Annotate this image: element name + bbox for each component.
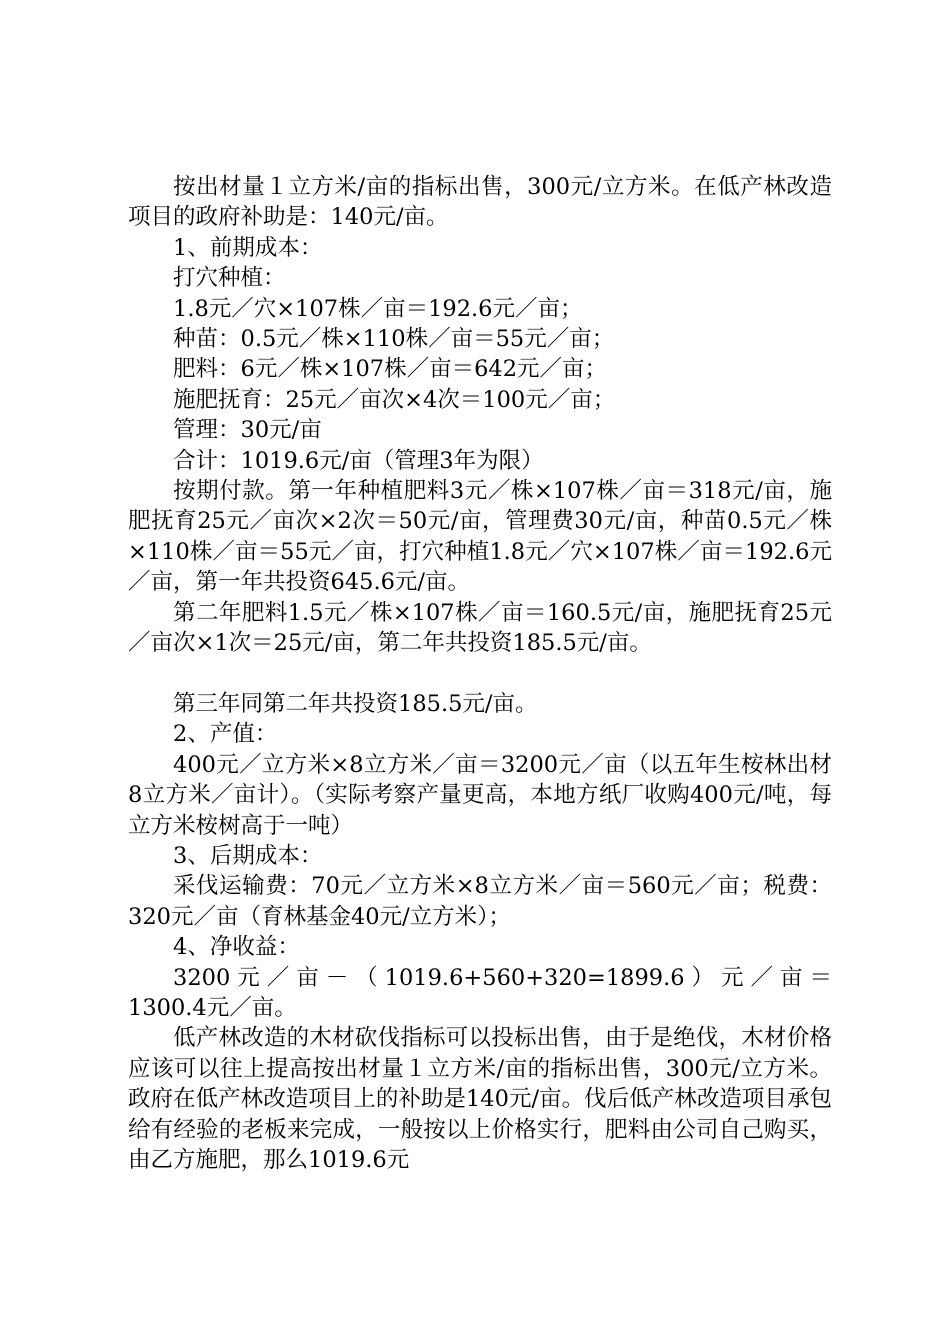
- paragraph-total-cost: 合计：1019.6元/亩（管理3年为限）: [173, 447, 544, 474]
- paragraph-tending-cost: 施肥抚育：25元／亩次×4次＝100元／亩；: [173, 386, 616, 413]
- heading-late-cost: 3、后期成本：: [173, 842, 323, 869]
- blank-line: [128, 659, 832, 689]
- paragraph-logging-quota: 低产林改造的木材砍伐指标可以投标出售，由于是绝伐，木材价格应该可以往上提高按出材量１立方米/亩的指标出售，300元/立方米。政府在低产林改造项目上的补助是140元/亩。伐后低产林改造项目承包给有经验的老板来完成，一般按以上价格实行，肥料由公司自己购买，由乙方施肥，那么1019.6元: [128, 1025, 832, 1173]
- heading-net-income: 4、净收益：: [173, 934, 300, 961]
- heading-output-value: 2、产值：: [173, 721, 278, 748]
- paragraph-sale-price: 按出材量１立方米/亩的指标出售，300元/立方米。在低产林改造项目的政府补助是：140元/亩。: [128, 174, 832, 231]
- paragraph-second-year-payment: 第二年肥料1.5元／株×107株／亩＝160.5元/亩，施肥抚育25元／亩次×1次＝25元/亩，第二年共投资185.5元/亩。: [128, 599, 832, 657]
- paragraph-third-year-payment: 第三年同第二年共投资185.5元/亩。: [173, 690, 538, 717]
- paragraph-seedling-cost: 种苗：0.5元／株×110株／亩＝55元／亩；: [173, 326, 615, 353]
- document-body: [128, 172, 832, 1175]
- paragraph-net-income: 3200元／亩－（1019.6+560+320=1899.6）元／亩＝1300.4元／亩。: [128, 964, 832, 1021]
- paragraph-first-year-payment: 按期付款。第一年种植肥料3元／株×107株／亩＝318元/亩，施肥抚育25元／亩次×2次＝50元/亩，管理费30元/亩，种苗0.5元／株×110株／亩＝55元／亩，打穴种植1.8元／穴×107株／亩＝192.6元／亩，第一年共投资645.6元/亩。: [128, 478, 832, 596]
- paragraph-output-value: 400元／立方米×8立方米／亩＝3200元／亩（以五年生桉林出材8立方米／亩计）。（实际考察产量更高，本地方纸厂收购400元/吨，每立方米桉树高于一吨）: [128, 751, 832, 839]
- paragraph-planting-label: 打穴种植：: [173, 265, 286, 292]
- paragraph-fertilizer-cost: 肥料：6元／株×107株／亩＝642元／亩；: [173, 356, 608, 383]
- paragraph-management-cost: 管理：30元/亩: [173, 417, 322, 444]
- paragraph-late-cost: 采伐运输费：70元／立方米×8立方米／亩＝560元／亩；税费：320元／亩（育林基金40元/立方米）；: [128, 873, 832, 930]
- heading-early-cost: 1、前期成本：: [173, 234, 323, 261]
- paragraph-planting-cost: 1.8元／穴×107株／亩＝192.6元／亩；: [173, 295, 583, 322]
